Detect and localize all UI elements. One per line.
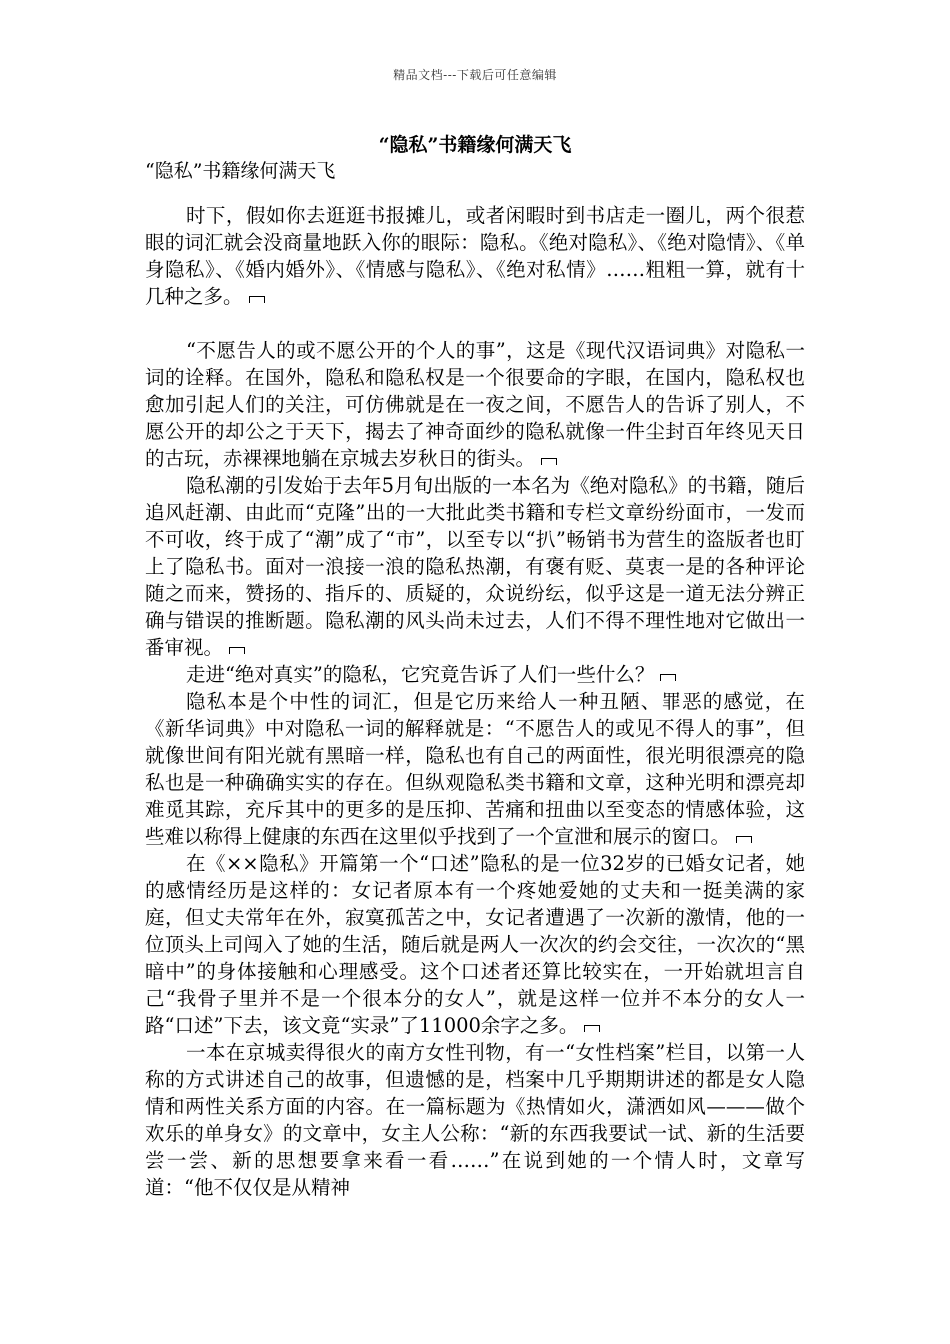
paragraph: 时下，假如你去逛逛书报摊儿，或者闲暇时到书店走一圈儿，两个很惹眼的词汇就会没商量地跃入你的眼际：隐私。《绝对隐私》、《绝对隐情》、《单身隐私》、《婚内婚外》、《情感与隐私》、《绝对私情》……粗粗一算，就有十几种之多。: [145, 204, 805, 308]
paragraph: 隐私本是个中性的词汇，但是它历来给人一种丑陋、罪恶的感觉，在《新华词典》中对隐私一词的解释就是：“不愿告人的或见不得人的事”，但就像世间有阳光就有黑暗一样，隐私也有自己的两面性，很光明很漂亮的隐私也是一种确确实实的存在。但纵观隐私类书籍和文章，这种光明和漂亮却难觅其踪，充斥其中的更多的是压抑、苦痛和扭曲以至变态的情感体验，这些难以称得上健康的东西在这里似乎找到了一个宣泄和展示的窗口。: [145, 690, 805, 848]
paragraph-mark-icon: [584, 1025, 600, 1032]
paragraph-mark-icon: [660, 674, 676, 681]
paragraph: “不愿告人的或不愿公开的个人的事”，这是《现代汉语词典》对隐私一词的诠释。在国外，隐私和隐私权是一个很要命的字眼，在国内，隐私权也愈加引起人们的关注，可仿佛就是在一夜之间，不愿告人的告诉了别人，不愿公开的却公之于天下，揭去了神奇面纱的隐私就像一件尘封百年终见天日的古玩，赤裸裸地躺在京城去岁秋日的街头。: [145, 339, 805, 470]
document-subtitle: “隐私”书籍缘何满天飞: [145, 160, 336, 182]
page-header: 精品文档---下载后可任意编辑: [393, 68, 557, 82]
document-body: [145, 202, 805, 1201]
paragraph-mark-icon: [249, 296, 265, 303]
paragraph: 走进“绝对真实”的隐私，它究竟告诉了人们一些什么？: [145, 661, 805, 688]
paragraph: 在《××隐私》开篇第一个“口述”隐私的是一位32岁的已婚女记者，她的感情经历是这样的：女记者原本有一个疼她爱她的丈夫和一挺美满的家庭，但丈夫常年在外，寂寞孤苦之中，女记者遭遇了一次新的激情，他的一位顶头上司闯入了她的生活，随后就是两人一次次的约会交往，一次次的“黑暗中”的身体接触和心理感受。这个口述者还算比较实在，一开始就坦言自己“我骨子里并不是一个很本分的女人”，就是这样一位并不本分的女人一路“口述”下去，该文竟“实录”了11000余字之多。: [145, 852, 805, 1037]
paragraph-mark-icon: [229, 647, 245, 654]
paragraph: 一本在京城卖得很火的南方女性刊物，有一“女性档案”栏目，以第一人称的方式讲述自己的故事，但遗憾的是，档案中几乎期期讲述的都是女人隐情和两性关系方面的内容。在一篇标题为《热情如火，潇洒如风———做个欢乐的单身女》的文章中，女主人公称：“新的东西我要试一试、新的生活要尝一尝、新的思想要拿来看一看……”在说到她的一个情人时，文章写道：“他不仅仅是从精神: [145, 1041, 805, 1199]
paragraph-mark-icon: [736, 836, 752, 843]
paragraph-mark-icon: [541, 458, 557, 465]
paragraph: 隐私潮的引发始于去年5月旬出版的一本名为《绝对隐私》的书籍，随后追风赶潮、由此而“克隆”出的一大批此类书籍和专栏文章纷纷面市，一发而不可收，终于成了“潮”成了“市”，以至专以“扒”畅销书为营生的盗版者也盯上了隐私书。面对一浪接一浪的隐私热潮，有褒有贬、莫衷一是的各种评论随之而来，赞扬的、指斥的、质疑的，众说纷纭，似乎这是一道无法分辨正确与错误的推断题。隐私潮的风头尚未过去，人们不得不理性地对它做出一番审视。: [145, 474, 805, 659]
document-title: “隐私”书籍缘何满天飞: [378, 134, 572, 156]
